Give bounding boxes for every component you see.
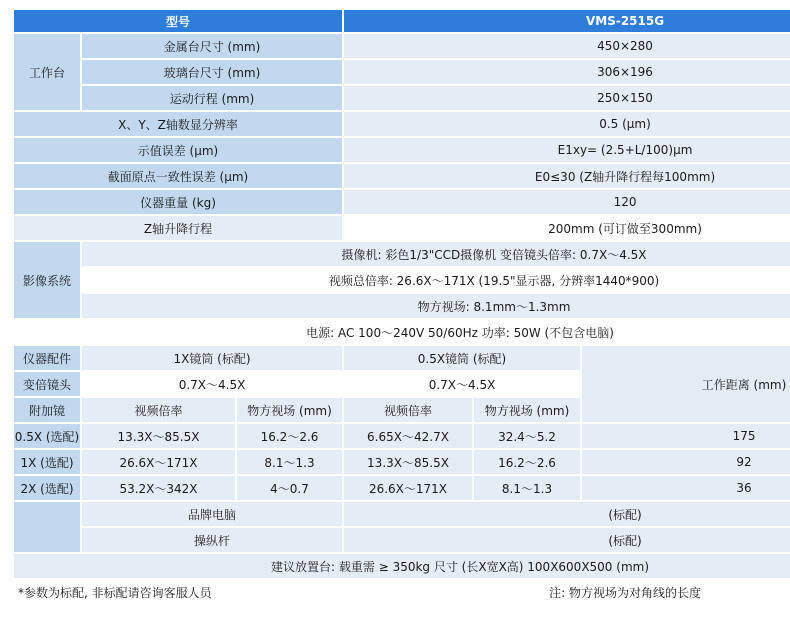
spec-value: E0≤30 (Z轴升降行程每100mm) [344, 164, 790, 188]
work-distance-value: 92 [582, 450, 790, 474]
aux-lens-name: 1X (选配) [14, 450, 80, 474]
field-header: 物方视场 (mm) [237, 398, 342, 422]
spec-label: 仪器重量 (kg) [14, 190, 342, 214]
spec-value: 0.5 (μm) [344, 112, 790, 136]
spec-label: Z轴升降行程 [14, 216, 342, 240]
table-cell: 4～0.7 [237, 476, 342, 500]
imaging-line: 视频总倍率: 26.6X～171X (19.5"显示器, 分辨率1440*900) [82, 268, 790, 292]
table-cell: 6.65X～42.7X [344, 424, 472, 448]
table-cell: 13.3X～85.5X [344, 450, 472, 474]
spec-label: 玻璃台尺寸 (mm) [82, 60, 342, 84]
extra-value: (标配) [344, 528, 790, 552]
spec-label: X、Y、Z轴数显分辨率 [14, 112, 342, 136]
table-cell: 8.1～1.3 [237, 450, 342, 474]
video-mag-header: 视频倍率 [344, 398, 472, 422]
model-label: 型号 [14, 10, 342, 32]
spec-value: 200mm (可订做至300mm) [344, 216, 790, 240]
zoom-lens-label: 变倍镜头 [14, 372, 80, 396]
table-cell: 8.1～1.3 [474, 476, 580, 500]
table-cell: 53.2X～342X [82, 476, 235, 500]
tube-05x-header: 0.5X镜筒 (标配) [344, 346, 580, 370]
aux-lens-label: 附加镜 [14, 398, 80, 422]
footer-note-left: *参数为标配, 非标配请咨询客服人员 [14, 580, 342, 604]
zoom-range: 0.7X～4.5X [82, 372, 342, 396]
extra-label: 操纵杆 [82, 528, 342, 552]
imaging-line: 摄像机: 彩色1/3"CCD摄像机 变倍镜头倍率: 0.7X～4.5X [82, 242, 790, 266]
spec-table [12, 8, 790, 606]
extra-value: (标配) [344, 502, 790, 526]
spec-value: E1xy= (2.5+L/100)μm [344, 138, 790, 162]
spec-label: 示值误差 (μm) [14, 138, 342, 162]
placement-line: 建议放置台: 载重需 ≥ 350kg 尺寸 (长X宽X高) 100X600X500 (mm) [14, 554, 790, 578]
aux-lens-name: 0.5X (选配) [14, 424, 80, 448]
spec-label: 截面原点一致性误差 (μm) [14, 164, 342, 188]
aux-lens-name: 2X (选配) [14, 476, 80, 500]
spec-label: 金属台尺寸 (mm) [82, 34, 342, 58]
spec-value: 120 [344, 190, 790, 214]
table-cell: 13.3X～85.5X [82, 424, 235, 448]
imaging-line: 物方视场: 8.1mm～1.3mm [82, 294, 790, 318]
spec-value: 306×196 [344, 60, 790, 84]
table-cell: 16.2～2.6 [474, 450, 580, 474]
power-line: 电源: AC 100～240V 50/60Hz 功率: 50W (不包含电脑) [14, 320, 790, 344]
spec-value: 450×280 [344, 34, 790, 58]
imaging-group: 影像系统 [14, 242, 80, 318]
table-cell: 16.2～2.6 [237, 424, 342, 448]
table-cell: 26.6X～171X [344, 476, 472, 500]
table-cell: 32.4～5.2 [474, 424, 580, 448]
accessory-label: 仪器配件 [14, 346, 80, 370]
zoom-range: 0.7X～4.5X [344, 372, 580, 396]
worktable-group: 工作台 [14, 34, 80, 110]
tube-1x-header: 1X镜筒 (标配) [82, 346, 342, 370]
extra-label: 品牌电脑 [82, 502, 342, 526]
spec-value: 250×150 [344, 86, 790, 110]
video-mag-header: 视频倍率 [82, 398, 235, 422]
work-distance-value: 175 [582, 424, 790, 448]
work-distance-header: 工作距离 (mm) [582, 346, 790, 422]
table-cell: 26.6X～171X [82, 450, 235, 474]
work-distance-value: 36 [582, 476, 790, 500]
extras-spacer [14, 502, 80, 552]
spec-label: 运动行程 (mm) [82, 86, 342, 110]
model-value: VMS-2515G [344, 10, 790, 32]
footer-note-right: 注: 物方视场为对角线的长度 [344, 580, 790, 604]
field-header: 物方视场 (mm) [474, 398, 580, 422]
